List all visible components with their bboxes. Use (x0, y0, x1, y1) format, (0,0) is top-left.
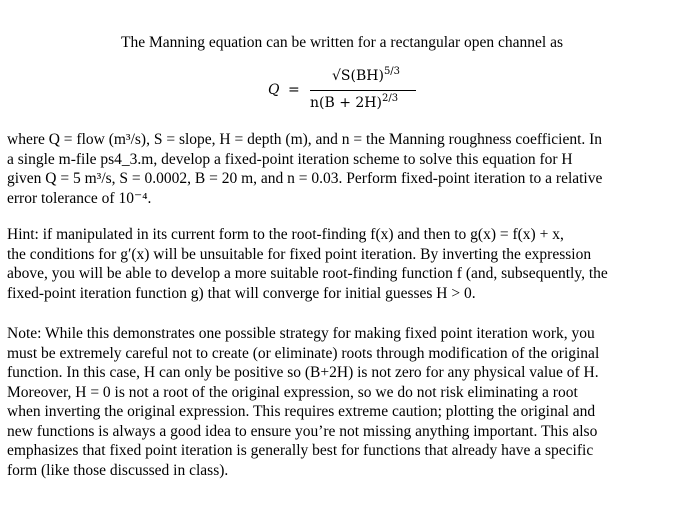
numerator-text: √S(BH) (332, 68, 384, 84)
denominator-text: n(B + 2H) (310, 95, 382, 111)
numerator-exponent: 5/3 (383, 66, 401, 77)
fraction-bar (310, 90, 416, 91)
equation-equals: = (288, 82, 300, 98)
equation-numerator (332, 66, 400, 84)
note-paragraph (7, 324, 679, 480)
paragraph-line: given Q = 5 m³/s, S = 0.0002, B = 20 m, and n = 0.03. Perform fixed-point iteration to a relative (7, 170, 603, 187)
manning-equation (268, 66, 468, 118)
problem-paragraph (7, 130, 679, 208)
paragraph-line: must be extremely careful not to create (or eliminate) roots through modification of the original (7, 344, 600, 362)
paragraph-line: a single m-file ps4_3.m, develop a fixed-point iteration scheme to solve this equation for H (7, 150, 573, 168)
paragraph-line: form (like those discussed in class). (7, 461, 229, 479)
paragraph-line: above, you will be able to develop a more suitable root-finding function f (and, subsequently, the (7, 265, 608, 282)
paragraph-line: Moreover, H = 0 is not a root of the original expression, so we do not risk eliminating a root (7, 383, 578, 401)
intro-text: The Manning equation can be written for a rectangular open channel as (121, 34, 563, 51)
paragraph-line: Hint: if manipulated in its current form to the root-finding f(x) and then to g(x) = f(x) + x, (7, 226, 564, 243)
paragraph-line: new functions is always a good idea to ensure you’re not missing anything important. This also (7, 422, 598, 440)
paragraph-line: function. In this case, H can only be positive so (B+2H) is not zero for any physical value of H. (7, 364, 599, 381)
paragraph-line: where Q = flow (m³/s), S = slope, H = depth (m), and n = the Manning roughness coefficient. In (7, 131, 603, 148)
paragraph-line: Note: While this demonstrates one possible strategy for making fixed point iteration work, you (7, 325, 595, 342)
hint-paragraph (7, 225, 679, 303)
paragraph-line: when inverting the original expression. This requires extreme caution; plotting the original and (7, 403, 596, 420)
equation-lhs: Q (268, 82, 280, 98)
paragraph-line: error tolerance of 10⁻⁴. (7, 189, 152, 207)
paragraph-line: fixed-point iteration function g) that will converge for initial guesses H > 0. (7, 284, 476, 302)
paragraph-line: emphasizes that fixed point iteration is generally best for functions that already have a specific (7, 442, 594, 459)
denominator-exponent: 2/3 (381, 93, 399, 104)
paragraph-line: the conditions for g′(x) will be unsuitable for fixed point iteration. By inverting the expression (7, 245, 592, 263)
equation-denominator (310, 93, 398, 111)
